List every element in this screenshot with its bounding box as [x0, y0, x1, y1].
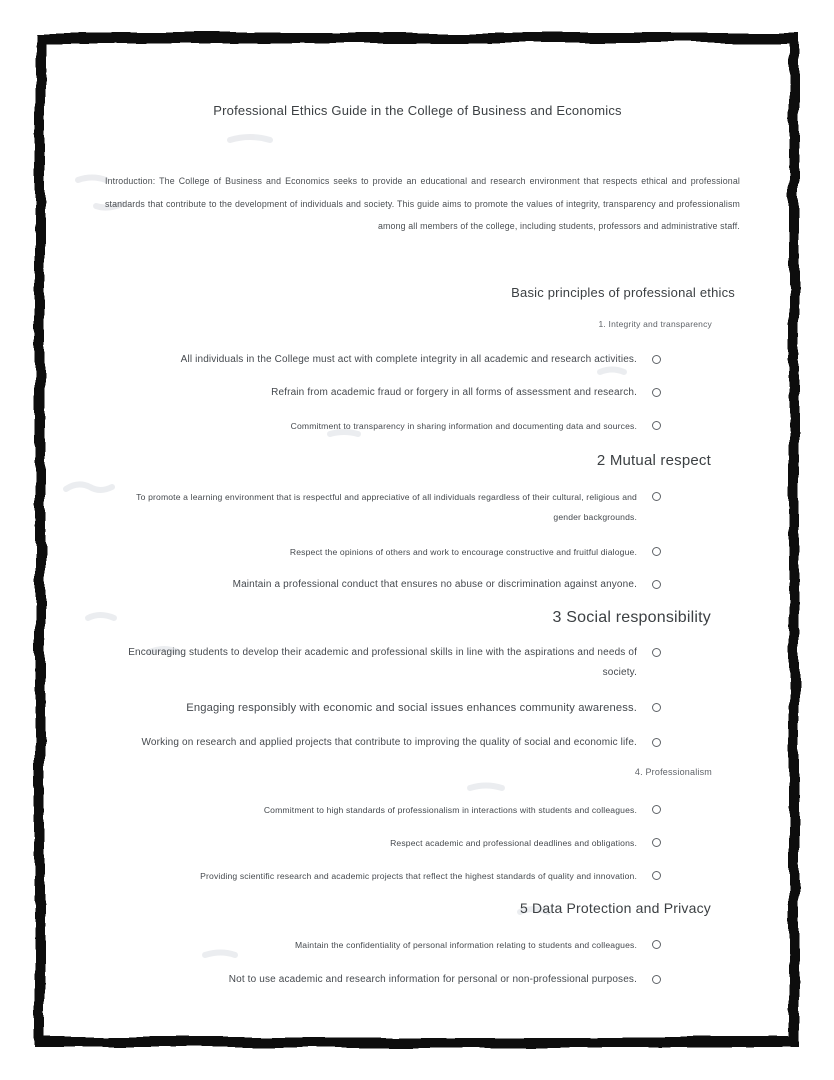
radio-button-icon[interactable] [652, 940, 661, 949]
section-s3 [95, 607, 740, 753]
radio-button-icon[interactable] [652, 580, 661, 589]
radio-button-icon[interactable] [652, 738, 661, 747]
item-text: Respect academic and professional deadlines and obligations. [390, 837, 637, 848]
item-text: Providing scientific research and academic projects that reflect the highest standards of quality and innovation. [200, 870, 637, 881]
radio-button-icon[interactable] [652, 648, 661, 657]
radio-button-icon[interactable] [652, 838, 661, 847]
list-item [95, 833, 740, 853]
radio-button-icon[interactable] [652, 703, 661, 712]
item-text: All individuals in the College must act with complete integrity in all academic and research activities. [180, 353, 637, 365]
radio-button-icon[interactable] [652, 388, 661, 397]
radio-button-icon[interactable] [652, 355, 661, 364]
document-title: Professional Ethics Guide in the College of Business and Economics [213, 103, 622, 118]
item-text: Maintain a professional conduct that ensures no abuse or discrimination against anyone. [232, 578, 637, 590]
section-heading: 2 Mutual respect [596, 451, 711, 469]
list-item [95, 383, 740, 403]
section-heading: 4. Professionalism [634, 766, 712, 777]
section-s5 [95, 899, 740, 990]
item-text: Encouraging students to develop their academic and professional skills in line with the aspirations and needs of society. [128, 646, 637, 678]
item-text: Not to use academic and research information for personal or non-professional purposes. [228, 973, 637, 985]
radio-button-icon[interactable] [652, 421, 661, 430]
item-text: Engaging responsibly with economic and social issues enhances community awareness. [186, 701, 637, 714]
radio-button-icon[interactable] [652, 547, 661, 556]
item-list [95, 350, 740, 436]
document-content [95, 102, 740, 990]
list-item [95, 698, 740, 718]
item-text: Refrain from academic fraud or forgery in all forms of assessment and research. [271, 386, 637, 398]
section-subheading: 1. Integrity and transparency [598, 318, 712, 329]
sections-container [95, 284, 740, 990]
radio-button-icon[interactable] [652, 805, 661, 814]
list-item [95, 643, 740, 683]
list-item [95, 935, 740, 955]
item-text: To promote a learning environment that is respectful and appreciative of all individuals regardless of their cultural, religious and gender backgrounds. [136, 491, 637, 522]
list-item [95, 970, 740, 990]
section-s2 [95, 451, 740, 595]
item-list [95, 643, 740, 753]
list-item [95, 866, 740, 886]
list-item [95, 733, 740, 753]
list-item [95, 575, 740, 595]
item-text: Commitment to high standards of professionalism in interactions with students and colleagues. [263, 804, 637, 815]
item-list [95, 935, 740, 990]
section-s1 [95, 284, 740, 436]
item-text: Working on research and applied projects that contribute to improving the quality of social and economic life. [141, 736, 637, 748]
section-s4 [95, 766, 740, 886]
radio-button-icon[interactable] [652, 871, 661, 880]
section-heading: 3 Social responsibility [552, 608, 711, 626]
item-text: Commitment to transparency in sharing information and documenting data and sources. [290, 420, 637, 431]
item-list [95, 800, 740, 886]
list-item [95, 542, 740, 562]
radio-button-icon[interactable] [652, 492, 661, 501]
list-item [95, 416, 740, 436]
item-text: Respect the opinions of others and work to encourage constructive and fruitful dialogue. [289, 546, 637, 557]
list-item [95, 487, 740, 527]
radio-button-icon[interactable] [652, 975, 661, 984]
section-heading: Basic principles of professional ethics [511, 284, 735, 300]
item-list [95, 487, 740, 595]
introduction-paragraph: Introduction: The College of Business and Economics seeks to provide an educational and research environment that respects ethical and professional standards that contribute to the development of individuals and society. This guide aims to promote the values of integrity, transparency and professionalism among all members of the college, including students, professors and administrative staff. [105, 176, 740, 231]
list-item [95, 350, 740, 370]
item-text: Maintain the confidentiality of personal information relating to students and colleagues. [294, 939, 637, 950]
section-heading: 5 Data Protection and Privacy [519, 899, 711, 916]
list-item [95, 800, 740, 820]
